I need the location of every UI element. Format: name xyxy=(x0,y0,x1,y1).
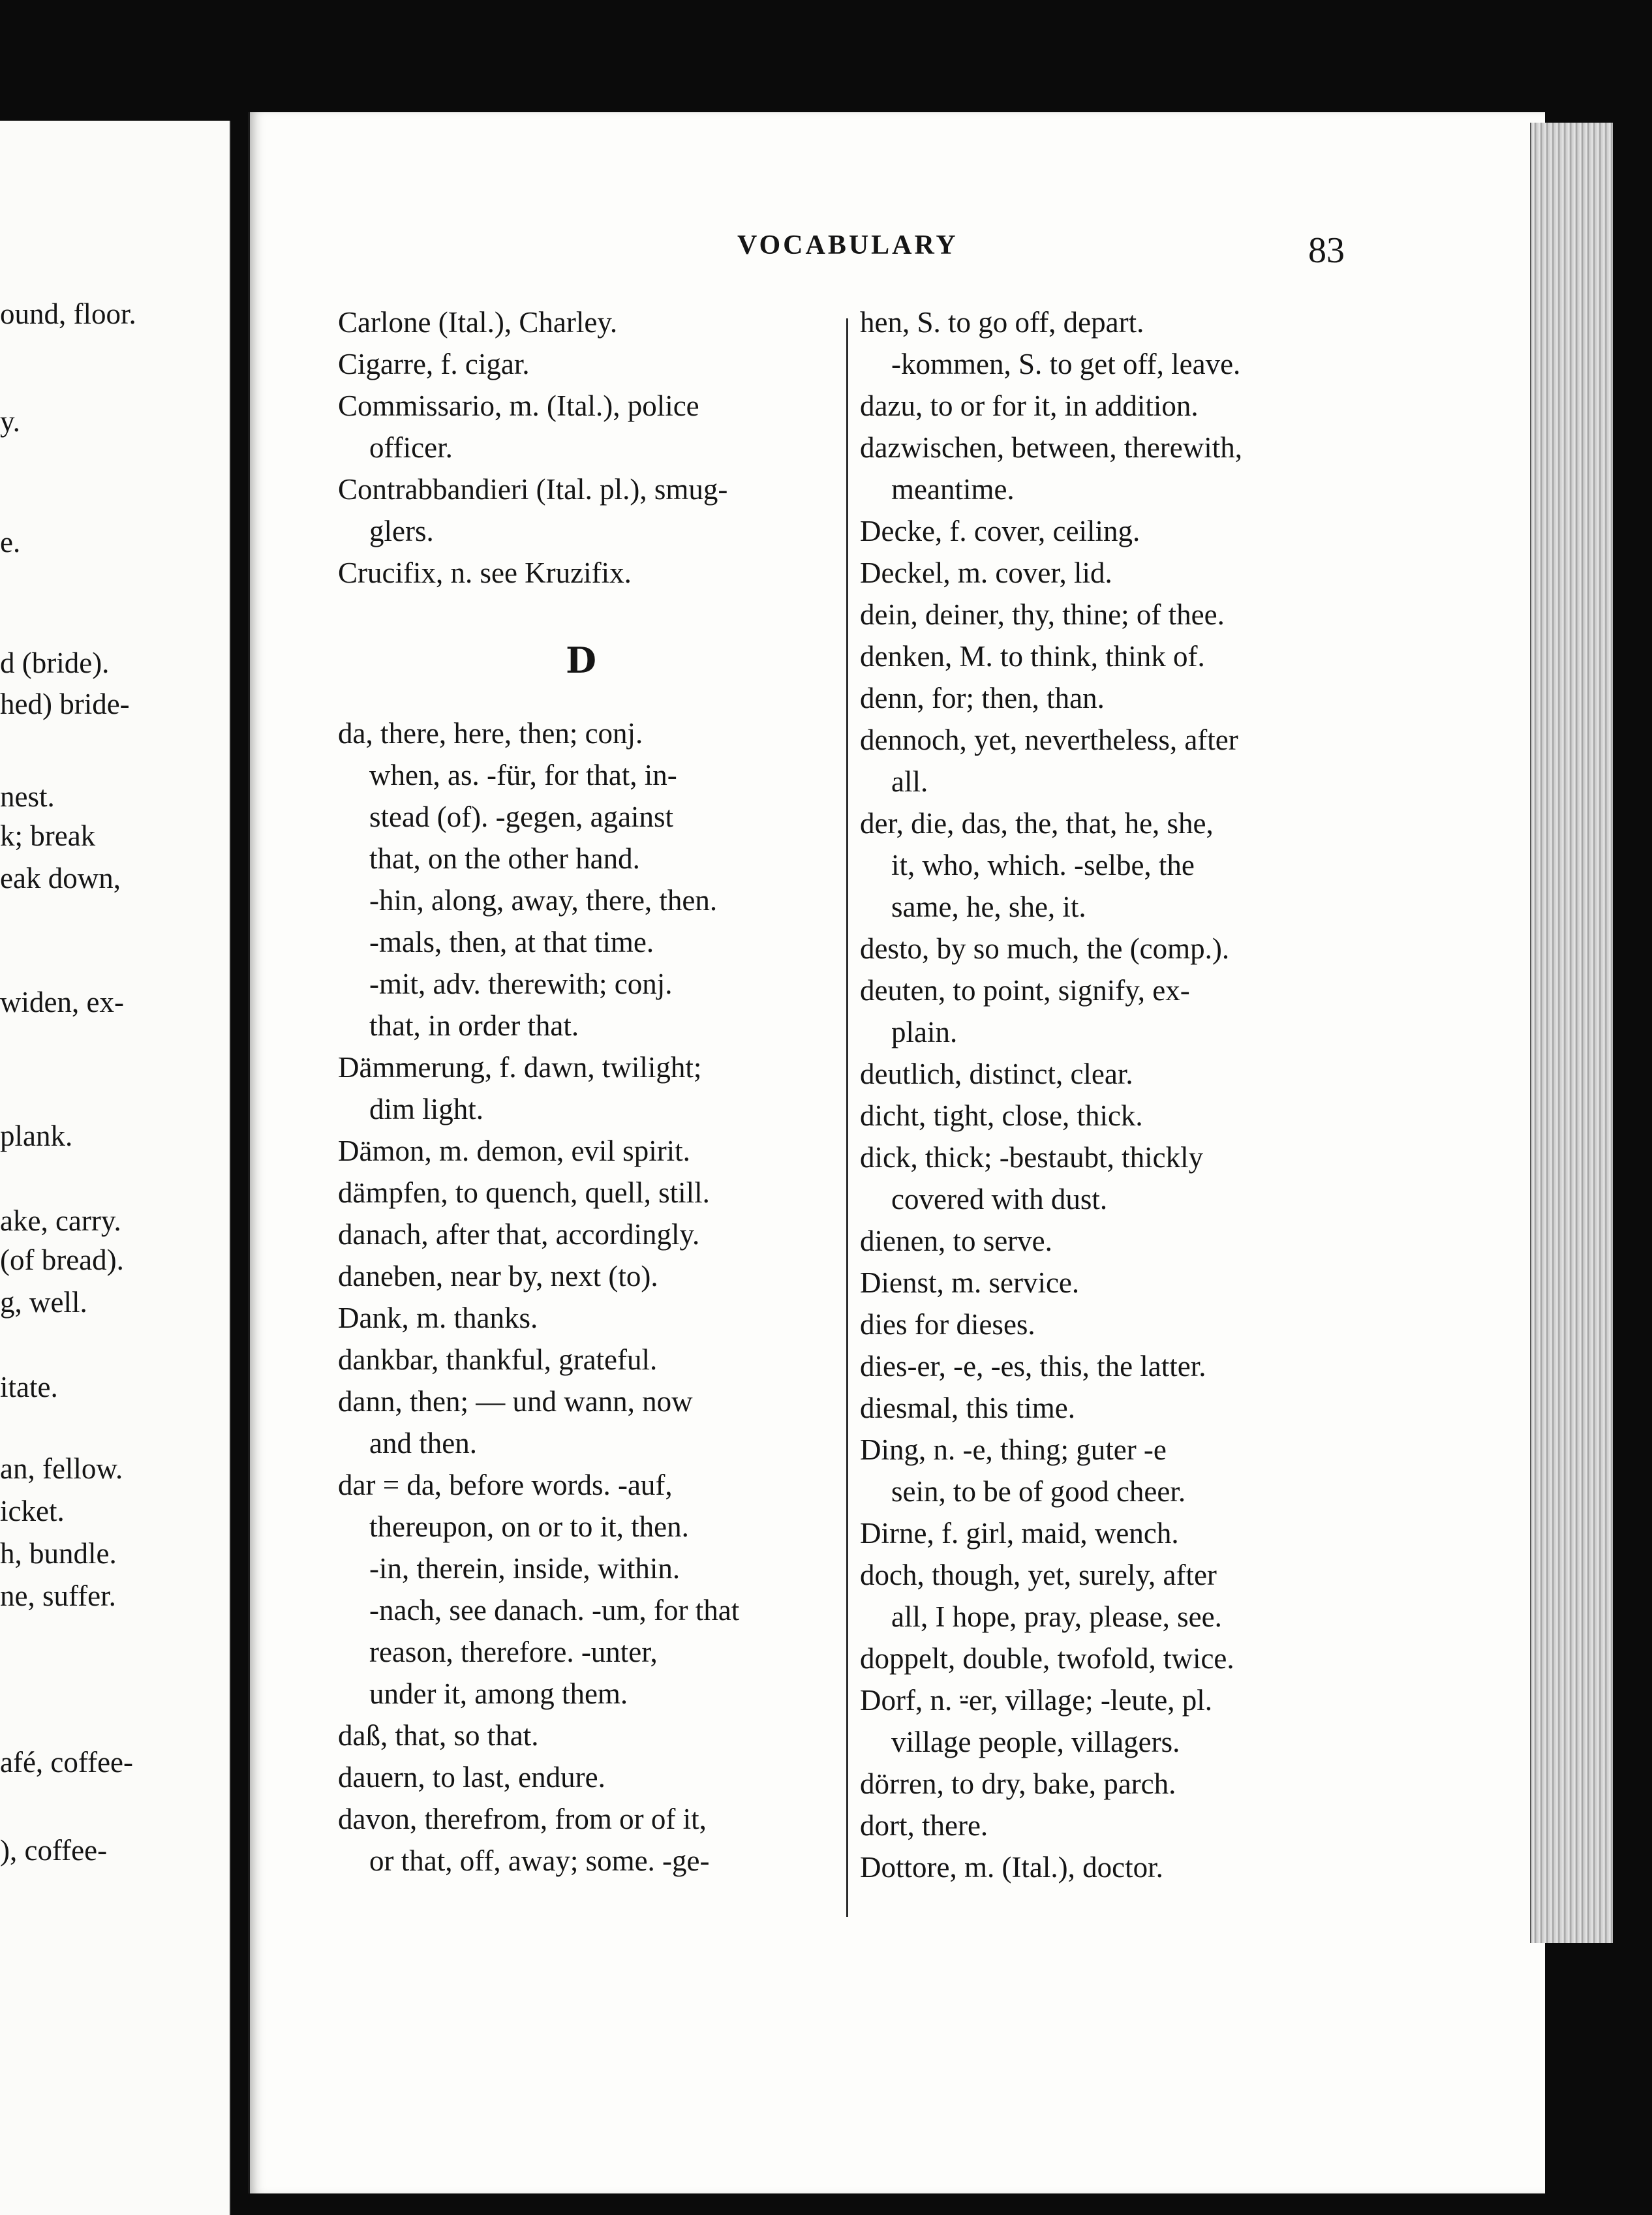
dictionary-entry xyxy=(338,468,824,552)
entry-continuation: dim light. xyxy=(369,1093,484,1125)
entry-headline: diesmal, this time. xyxy=(860,1392,1075,1424)
dictionary-entry xyxy=(860,1763,1351,1805)
entry-headline: dazwischen, between, therewith, xyxy=(860,431,1243,464)
dictionary-entry xyxy=(860,1429,1351,1512)
entry-continuation: same, he, she, it. xyxy=(891,891,1086,923)
entry-headline: dankbar, thankful, grateful. xyxy=(338,1343,658,1376)
left-page-text-fragment: h, bundle. xyxy=(0,1537,117,1570)
entries-right xyxy=(860,301,1351,1888)
dictionary-entry xyxy=(860,1053,1351,1095)
entry-headline: der, die, das, the, that, he, she, xyxy=(860,807,1214,840)
left-page-text-fragment: ne, suffer. xyxy=(0,1580,116,1612)
left-page-text-fragment: an, fellow. xyxy=(0,1452,123,1485)
column-rule xyxy=(846,318,848,1917)
entry-continuation: that, in order that. xyxy=(369,1009,579,1042)
entry-headline: Decke, f. cover, ceiling. xyxy=(860,515,1140,547)
entry-headline: dennoch, yet, nevertheless, after xyxy=(860,724,1238,756)
left-page-text-fragment: widen, ex- xyxy=(0,986,124,1018)
entry-continuation: sein, to be of good cheer. xyxy=(891,1475,1186,1508)
vocabulary-column-right xyxy=(860,301,1351,1888)
entry-headline: Cigarre, f. cigar. xyxy=(338,348,530,380)
left-page-text-fragment: k; break xyxy=(0,819,96,852)
page-edges xyxy=(1530,123,1613,1943)
dictionary-entry xyxy=(860,1554,1351,1638)
dictionary-entry xyxy=(860,635,1351,677)
running-head: VOCABULARY xyxy=(737,230,958,260)
left-page-text-fragment: eak down, xyxy=(0,862,121,894)
dictionary-entry xyxy=(338,343,824,385)
dictionary-entry xyxy=(338,385,824,468)
dictionary-entry xyxy=(860,1345,1351,1387)
entry-continuation: and then. xyxy=(369,1427,477,1459)
dictionary-entry xyxy=(860,1679,1351,1763)
left-page-text-fragment: e. xyxy=(0,526,21,558)
entry-headline: dörren, to dry, bake, parch. xyxy=(860,1767,1176,1800)
dictionary-entry xyxy=(860,1846,1351,1888)
dictionary-entry xyxy=(338,1046,824,1130)
dictionary-entry xyxy=(860,1638,1351,1679)
left-page-text-fragment: d (bride). xyxy=(0,647,110,679)
entry-headline: davon, therefrom, from or of it, xyxy=(338,1803,707,1835)
entry-headline: daneben, near by, next (to). xyxy=(338,1260,658,1292)
dictionary-entry xyxy=(860,427,1351,510)
entry-continuation: that, on the other hand. xyxy=(369,842,640,875)
dictionary-entry xyxy=(338,1798,824,1882)
entry-headline: Crucifix, n. see Kruzifix. xyxy=(338,557,632,589)
dictionary-entry xyxy=(860,594,1351,635)
dictionary-entry xyxy=(860,510,1351,552)
entry-headline: Commissario, m. (Ital.), police xyxy=(338,390,699,422)
dictionary-entry xyxy=(860,928,1351,970)
entry-headline: denken, M. to think, think of. xyxy=(860,640,1205,673)
dictionary-entry xyxy=(338,1464,824,1715)
left-page-text-fragment: ), coffee- xyxy=(0,1834,108,1867)
entry-headline: dauern, to last, endure. xyxy=(338,1761,605,1794)
left-page-text-fragment: (of bread). xyxy=(0,1244,124,1276)
dictionary-entry xyxy=(338,1255,824,1297)
dictionary-entry xyxy=(338,1381,824,1464)
dictionary-entry xyxy=(338,552,824,594)
entry-headline: Dank, m. thanks. xyxy=(338,1302,538,1334)
entry-headline: dar = da, before words. -auf, xyxy=(338,1469,673,1501)
entry-continuation: under it, among them. xyxy=(369,1677,628,1710)
entry-headline: desto, by so much, the (comp.). xyxy=(860,932,1230,965)
dictionary-entry xyxy=(860,385,1351,427)
vocabulary-column-left xyxy=(338,301,824,1882)
dictionary-entry xyxy=(860,1304,1351,1345)
dictionary-entry xyxy=(860,1095,1351,1137)
entry-continuation: stead (of). -gegen, against xyxy=(369,801,674,833)
dictionary-entry xyxy=(860,1220,1351,1262)
dictionary-entry xyxy=(860,552,1351,594)
entry-continuation: all. xyxy=(891,765,928,798)
entry-headline: Dorf, n. ⸚er, village; -leute, pl. xyxy=(860,1684,1213,1717)
entry-headline: Ding, n. -e, thing; guter -e xyxy=(860,1433,1167,1466)
entry-headline: dies for dieses. xyxy=(860,1308,1035,1341)
dictionary-entry xyxy=(860,970,1351,1053)
entry-headline: dicht, tight, close, thick. xyxy=(860,1099,1143,1132)
dictionary-entry xyxy=(338,1214,824,1255)
dictionary-entry xyxy=(338,301,824,343)
entry-continuation: when, as. -für, for that, in- xyxy=(369,759,677,791)
entry-headline: Deckel, m. cover, lid. xyxy=(860,557,1112,589)
left-page-text-fragment: itate. xyxy=(0,1371,58,1403)
left-page-text-fragment: icket. xyxy=(0,1495,65,1527)
dictionary-entry xyxy=(338,1339,824,1381)
left-page-text-fragment: g, well. xyxy=(0,1286,87,1319)
entries-d-section xyxy=(338,712,824,1882)
page-number: 83 xyxy=(1308,230,1345,271)
entry-continuation: -in, therein, inside, within. xyxy=(369,1552,681,1585)
entry-headline: dort, there. xyxy=(860,1809,988,1842)
left-page-text-fragment: plank. xyxy=(0,1120,73,1152)
entry-headline: dienen, to serve. xyxy=(860,1225,1052,1257)
dictionary-entry xyxy=(338,1756,824,1798)
left-page-text-fragment: nest. xyxy=(0,780,55,813)
entry-headline: hen, S. to go off, depart. xyxy=(860,306,1144,339)
entry-headline: danach, after that, accordingly. xyxy=(338,1218,700,1251)
entry-continuation: village people, villagers. xyxy=(891,1726,1180,1758)
entry-headline: Carlone (Ital.), Charley. xyxy=(338,306,618,339)
dictionary-entry xyxy=(338,1172,824,1214)
left-page-text-fragment: y. xyxy=(0,405,20,438)
entry-headline: Dämon, m. demon, evil spirit. xyxy=(338,1135,690,1167)
entry-continuation: -nach, see danach. -um, for that xyxy=(369,1594,740,1627)
dictionary-entry xyxy=(860,1805,1351,1846)
left-page-text-fragment: ound, floor. xyxy=(0,298,136,330)
dictionary-entry xyxy=(860,1387,1351,1429)
facing-page-left xyxy=(0,121,231,2215)
entry-headline: Dirne, f. girl, maid, wench. xyxy=(860,1517,1179,1550)
entry-headline: dann, then; — und wann, now xyxy=(338,1385,693,1418)
dictionary-entry xyxy=(860,802,1351,928)
entry-continuation: glers. xyxy=(369,515,434,547)
entry-continuation: covered with dust. xyxy=(891,1183,1108,1215)
entry-headline: deuten, to point, signify, ex- xyxy=(860,974,1190,1007)
entry-headline: Dämmerung, f. dawn, twilight; xyxy=(338,1051,702,1084)
entry-continuation: -hin, along, away, there, then. xyxy=(369,884,718,917)
entry-headline: daß, that, so that. xyxy=(338,1719,539,1752)
entry-headline: Contrabbandieri (Ital. pl.), smug- xyxy=(338,473,728,506)
entry-continuation: or that, off, away; some. -ge- xyxy=(369,1844,710,1877)
entry-continuation: -kommen, S. to get off, leave. xyxy=(891,348,1241,380)
entry-headline: doppelt, double, twofold, twice. xyxy=(860,1642,1234,1675)
entries-c-section xyxy=(338,301,824,594)
entry-headline: dies-er, -e, -es, this, the latter. xyxy=(860,1350,1206,1382)
dictionary-entry xyxy=(860,1512,1351,1554)
entry-headline: Dottore, m. (Ital.), doctor. xyxy=(860,1851,1163,1884)
entry-headline: dick, thick; -bestaubt, thickly xyxy=(860,1141,1204,1174)
left-page-text-fragment: hed) bride- xyxy=(0,688,130,720)
dictionary-entry xyxy=(338,1715,824,1756)
entry-headline: da, there, here, then; conj. xyxy=(338,717,643,750)
entry-continuation: officer. xyxy=(369,431,453,464)
dictionary-entry xyxy=(860,677,1351,719)
entry-continuation: plain. xyxy=(891,1016,958,1048)
entry-headline: dein, deiner, thy, thine; of thee. xyxy=(860,598,1225,631)
entry-continuation: -mals, then, at that time. xyxy=(369,926,654,958)
left-page-text-fragment: ake, carry. xyxy=(0,1204,121,1237)
left-page-text-fragment: afé, coffee- xyxy=(0,1746,133,1779)
entry-headline: dazu, to or for it, in addition. xyxy=(860,390,1199,422)
section-letter-d: D xyxy=(566,639,596,681)
dictionary-entry xyxy=(860,1262,1351,1304)
entry-continuation: thereupon, on or to it, then. xyxy=(369,1510,689,1543)
entry-headline: doch, though, yet, surely, after xyxy=(860,1559,1217,1591)
entry-continuation: it, who, which. -selbe, the xyxy=(891,849,1195,881)
dictionary-entry xyxy=(338,712,824,1046)
entry-headline: denn, for; then, than. xyxy=(860,682,1105,714)
entry-headline: Dienst, m. service. xyxy=(860,1266,1080,1299)
entry-continuation: -mit, adv. therewith; conj. xyxy=(369,968,673,1000)
entry-continuation: reason, therefore. -unter, xyxy=(369,1636,658,1668)
entry-continuation: all, I hope, pray, please, see. xyxy=(891,1600,1222,1633)
dictionary-entry xyxy=(860,719,1351,802)
dictionary-entry xyxy=(860,1137,1351,1220)
entry-headline: dämpfen, to quench, quell, still. xyxy=(338,1176,710,1209)
dictionary-entry xyxy=(338,1297,824,1339)
entry-headline: deutlich, distinct, clear. xyxy=(860,1058,1133,1090)
dictionary-entry xyxy=(860,301,1351,385)
entry-continuation: meantime. xyxy=(891,473,1015,506)
dictionary-entry xyxy=(338,1130,824,1172)
